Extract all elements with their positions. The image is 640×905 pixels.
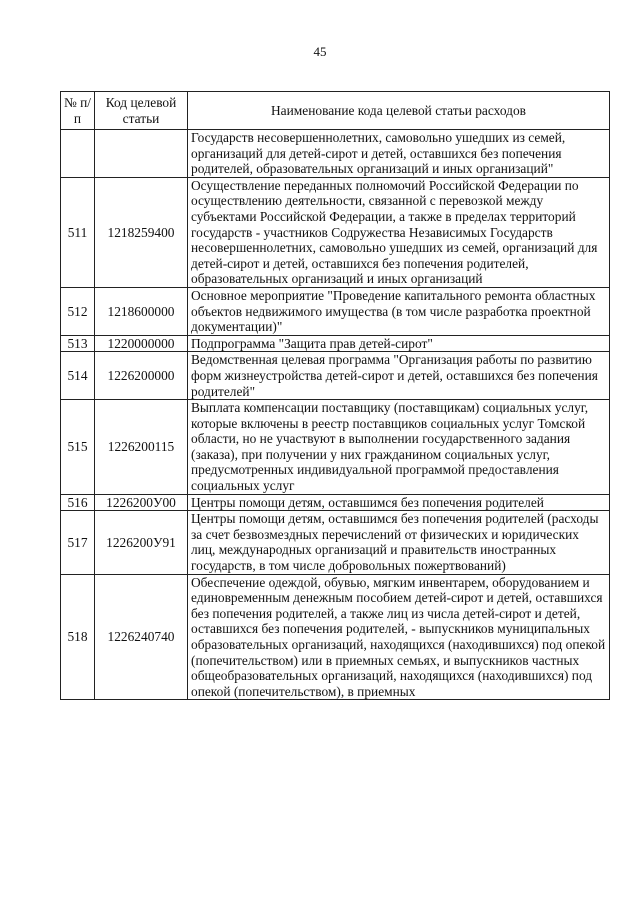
- table-row: [61, 494, 610, 511]
- row-code: 1218600000: [95, 287, 188, 335]
- table-row: [61, 574, 610, 700]
- header-name: Наименование кода целевой статьи расходов: [188, 92, 610, 130]
- row-code: 1226200У00: [95, 494, 188, 511]
- row-code: 1226200000: [95, 352, 188, 400]
- row-num: 517: [61, 511, 95, 574]
- row-name: Осуществление переданных полномочий Российской Федерации по осуществлению деятельности, связанной с перевозкой между субъектами Российской Федерации, а также в пределах территорий государств - участников Содружества Независимых Государств несовершеннолетних, самовольно ушедших из семей, организаций для детей-сирот и детей, оставшихся без попечения родителей, образовательных организаций и иных организаций: [188, 177, 610, 287]
- row-name: Центры помощи детям, оставшимся без попечения родителей: [188, 494, 610, 511]
- table-row: [61, 130, 610, 178]
- header-num: № п/п: [61, 92, 95, 130]
- row-num: 513: [61, 335, 95, 352]
- row-num: 511: [61, 177, 95, 287]
- row-name: Государств несовершеннолетних, самовольно ушедших из семей, организаций для детей-сирот и детей, оставшихся без попечения родителей, образовательных организаций и иных организаций": [188, 130, 610, 178]
- row-name: Центры помощи детям, оставшимся без попечения родителей (расходы за счет безвозмездных перечислений от физических и юридических лиц, международных организаций и правительств иностранных государств, в том числе добровольных пожертвований): [188, 511, 610, 574]
- page-number: 45: [313, 44, 327, 59]
- table-header-row: [61, 92, 610, 130]
- header-code: Код целевой статьи: [95, 92, 188, 130]
- row-code: 1220000000: [95, 335, 188, 352]
- row-num: 516: [61, 494, 95, 511]
- target-articles-table: [60, 91, 610, 700]
- table-row: [61, 335, 610, 352]
- row-name: Ведомственная целевая программа "Организация работы по развитию форм жизнеустройства детей-сирот и детей, оставшихся без попечения родителей": [188, 352, 610, 400]
- row-name: Выплата компенсации поставщику (поставщикам) социальных услуг, которые включены в реестр поставщиков социальных услуг Томской области, но не участвуют в выполнении государственного задания (заказа), при получении у них гражданином социальных услуг, предусмотренных индивидуальной программой предоставления социальных услуг: [188, 400, 610, 495]
- row-code: [95, 130, 188, 178]
- row-num: 512: [61, 287, 95, 335]
- row-num: 518: [61, 574, 95, 700]
- row-code: 1226240740: [95, 574, 188, 700]
- row-code: 1226200У91: [95, 511, 188, 574]
- table-row: [61, 511, 610, 574]
- table-row: [61, 400, 610, 495]
- row-num: [61, 130, 95, 178]
- row-code: 1218259400: [95, 177, 188, 287]
- row-name: Обеспечение одеждой, обувью, мягким инвентарем, оборудованием и единовременным денежным пособием детей-сирот и детей, оставшихся без попечения родителей, а также лиц из числа детей-сирот и детей, оставшихся без попечения родителей, - выпускников муниципальных образовательных организаций, находящихся (находившихся) под опекой (попечительством) или в приемных семьях, и выпускников частных общеобразовательных организаций, находящихся (находившихся) под опекой (попечительством), в приемных: [188, 574, 610, 700]
- row-num: 515: [61, 400, 95, 495]
- table-row: [61, 287, 610, 335]
- table-row: [61, 352, 610, 400]
- row-name: Основное мероприятие "Проведение капитального ремонта областных объектов недвижимого имущества (в том числе разработка проектной документации)": [188, 287, 610, 335]
- table-row: [61, 177, 610, 287]
- row-code: 1226200115: [95, 400, 188, 495]
- row-name: Подпрограмма "Защита прав детей-сирот": [188, 335, 610, 352]
- row-num: 514: [61, 352, 95, 400]
